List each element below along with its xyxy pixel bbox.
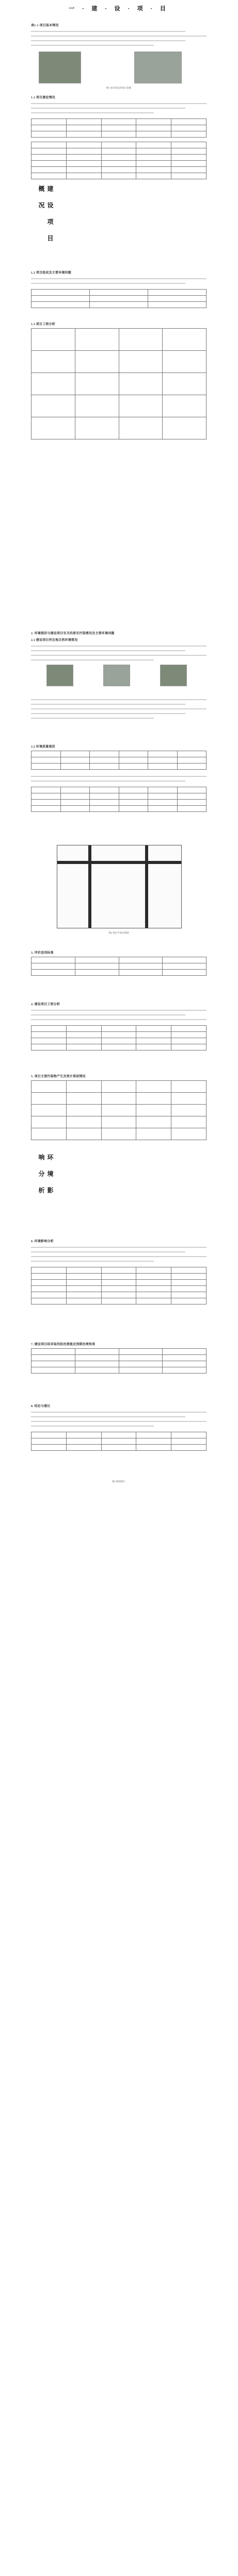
section-2-2 — [31, 742, 207, 812]
site-photo-1 — [39, 52, 81, 83]
site-photo-4 — [103, 665, 130, 686]
table-1 — [31, 118, 207, 138]
site-photo-2 — [134, 52, 182, 83]
document-top-title: 一 · 建 · 设 · 项 · 目 — [69, 6, 169, 12]
table-2 — [31, 142, 207, 179]
site-photo-5 — [160, 665, 187, 686]
section-title-13: 8. 结论与建议 — [31, 1405, 51, 1408]
section-title-5: 2. 环境现状与建设项目有关的原有污染情况及主要环境问题 — [31, 632, 115, 635]
figure-caption-1: 图1 项目周边环境示意图 — [106, 87, 132, 89]
section-3 — [31, 948, 207, 976]
section-title-6: 2.1 建设项目所在地自然环境简况 — [31, 639, 78, 642]
section-title-11: 6. 环境影响分析 — [31, 1240, 54, 1243]
section-title-12: 7. 建设项目拟采取的防治措施及预期治理效果 — [31, 1343, 96, 1346]
figure-caption-2: 图2 项目平面布置图 — [108, 931, 129, 934]
section-title-1: 表1-1 项目基本情况 — [31, 24, 59, 27]
section-1-2 — [31, 268, 207, 308]
section-title-9: 4. 建设项目工程分析 — [31, 1003, 60, 1006]
section-7 — [31, 1340, 207, 1374]
section-1-3 — [31, 319, 207, 439]
section-title-7: 2.2 环境质量现状 — [31, 745, 56, 749]
section-4 — [31, 999, 207, 1050]
vertical-title: 建设项目概况 — [38, 185, 54, 251]
section-2 — [31, 629, 207, 664]
figure-caption-3: 图3 现场照片 — [112, 1480, 125, 1483]
section-title-3: 1.2 项目组成及主要环境问题 — [31, 272, 72, 275]
section-title-8: 3. 评价适用标准 — [31, 952, 54, 955]
section-8 — [31, 1401, 207, 1451]
section-title-4: 1.3 项目工程分析 — [31, 323, 56, 326]
intro-block — [31, 21, 207, 49]
section-2-text — [31, 696, 207, 722]
vertical-title-2: 环境影响分析 — [38, 1154, 54, 1204]
site-photo-3 — [46, 665, 73, 686]
section-5 — [31, 1072, 207, 1140]
section-6 — [31, 1236, 207, 1304]
floor-plan-diagram — [57, 845, 182, 928]
section-1-1 — [31, 93, 207, 117]
section-title-10: 5. 项目主要污染物产生及预计排放情况 — [31, 1075, 86, 1078]
section-title-2: 1.1 项目建设情况 — [31, 96, 56, 99]
